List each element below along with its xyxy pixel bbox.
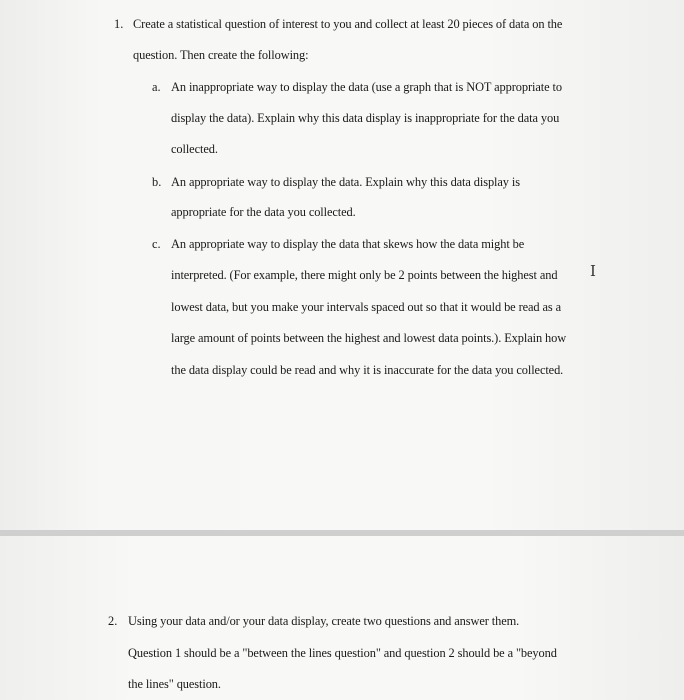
text-cursor-icon: I — [590, 262, 596, 280]
item-c-line-3: lowest data, but you make your intervals spaced out so that it would be read as a — [171, 300, 562, 314]
question-2-line-3: the lines" question. — [128, 677, 221, 691]
document-page-bottom — [0, 536, 684, 700]
question-1-number: 1. — [114, 17, 124, 31]
item-c-line-4: large amount of points between the highest and lowest data points.). Explain how — [171, 331, 567, 345]
question-1-line-2: question. Then create the following: — [133, 48, 309, 62]
item-a-line-2: display the data). Explain why this data display is inappropriate for the data you — [171, 111, 560, 125]
item-a-label: a. — [152, 80, 161, 94]
item-c-label: c. — [152, 237, 161, 251]
item-c-line-1: An appropriate way to display the data that skews how the data might be — [171, 237, 525, 251]
item-a-line-1: An inappropriate way to display the data (use a graph that is NOT appropriate to — [171, 80, 562, 94]
item-c-line-5: the data display could be read and why it is inaccurate for the data you collected. — [171, 363, 564, 377]
item-c-line-2: interpreted. (For example, there might only be 2 points between the highest and — [171, 268, 558, 282]
question-2-number: 2. — [108, 614, 118, 628]
item-a-line-3: collected. — [171, 142, 218, 156]
question-2-line-1: Using your data and/or your data display, create two questions and answer them. — [128, 614, 520, 628]
question-1-line-1: Create a statistical question of interest to you and collect at least 20 pieces of data on the — [133, 17, 563, 31]
item-b-line-1: An appropriate way to display the data. Explain why this data display is — [171, 175, 520, 189]
item-b-line-2: appropriate for the data you collected. — [171, 205, 356, 219]
item-b-label: b. — [152, 175, 162, 189]
question-2-line-2: Question 1 should be a "between the lines question" and question 2 should be a "beyond — [128, 646, 557, 660]
